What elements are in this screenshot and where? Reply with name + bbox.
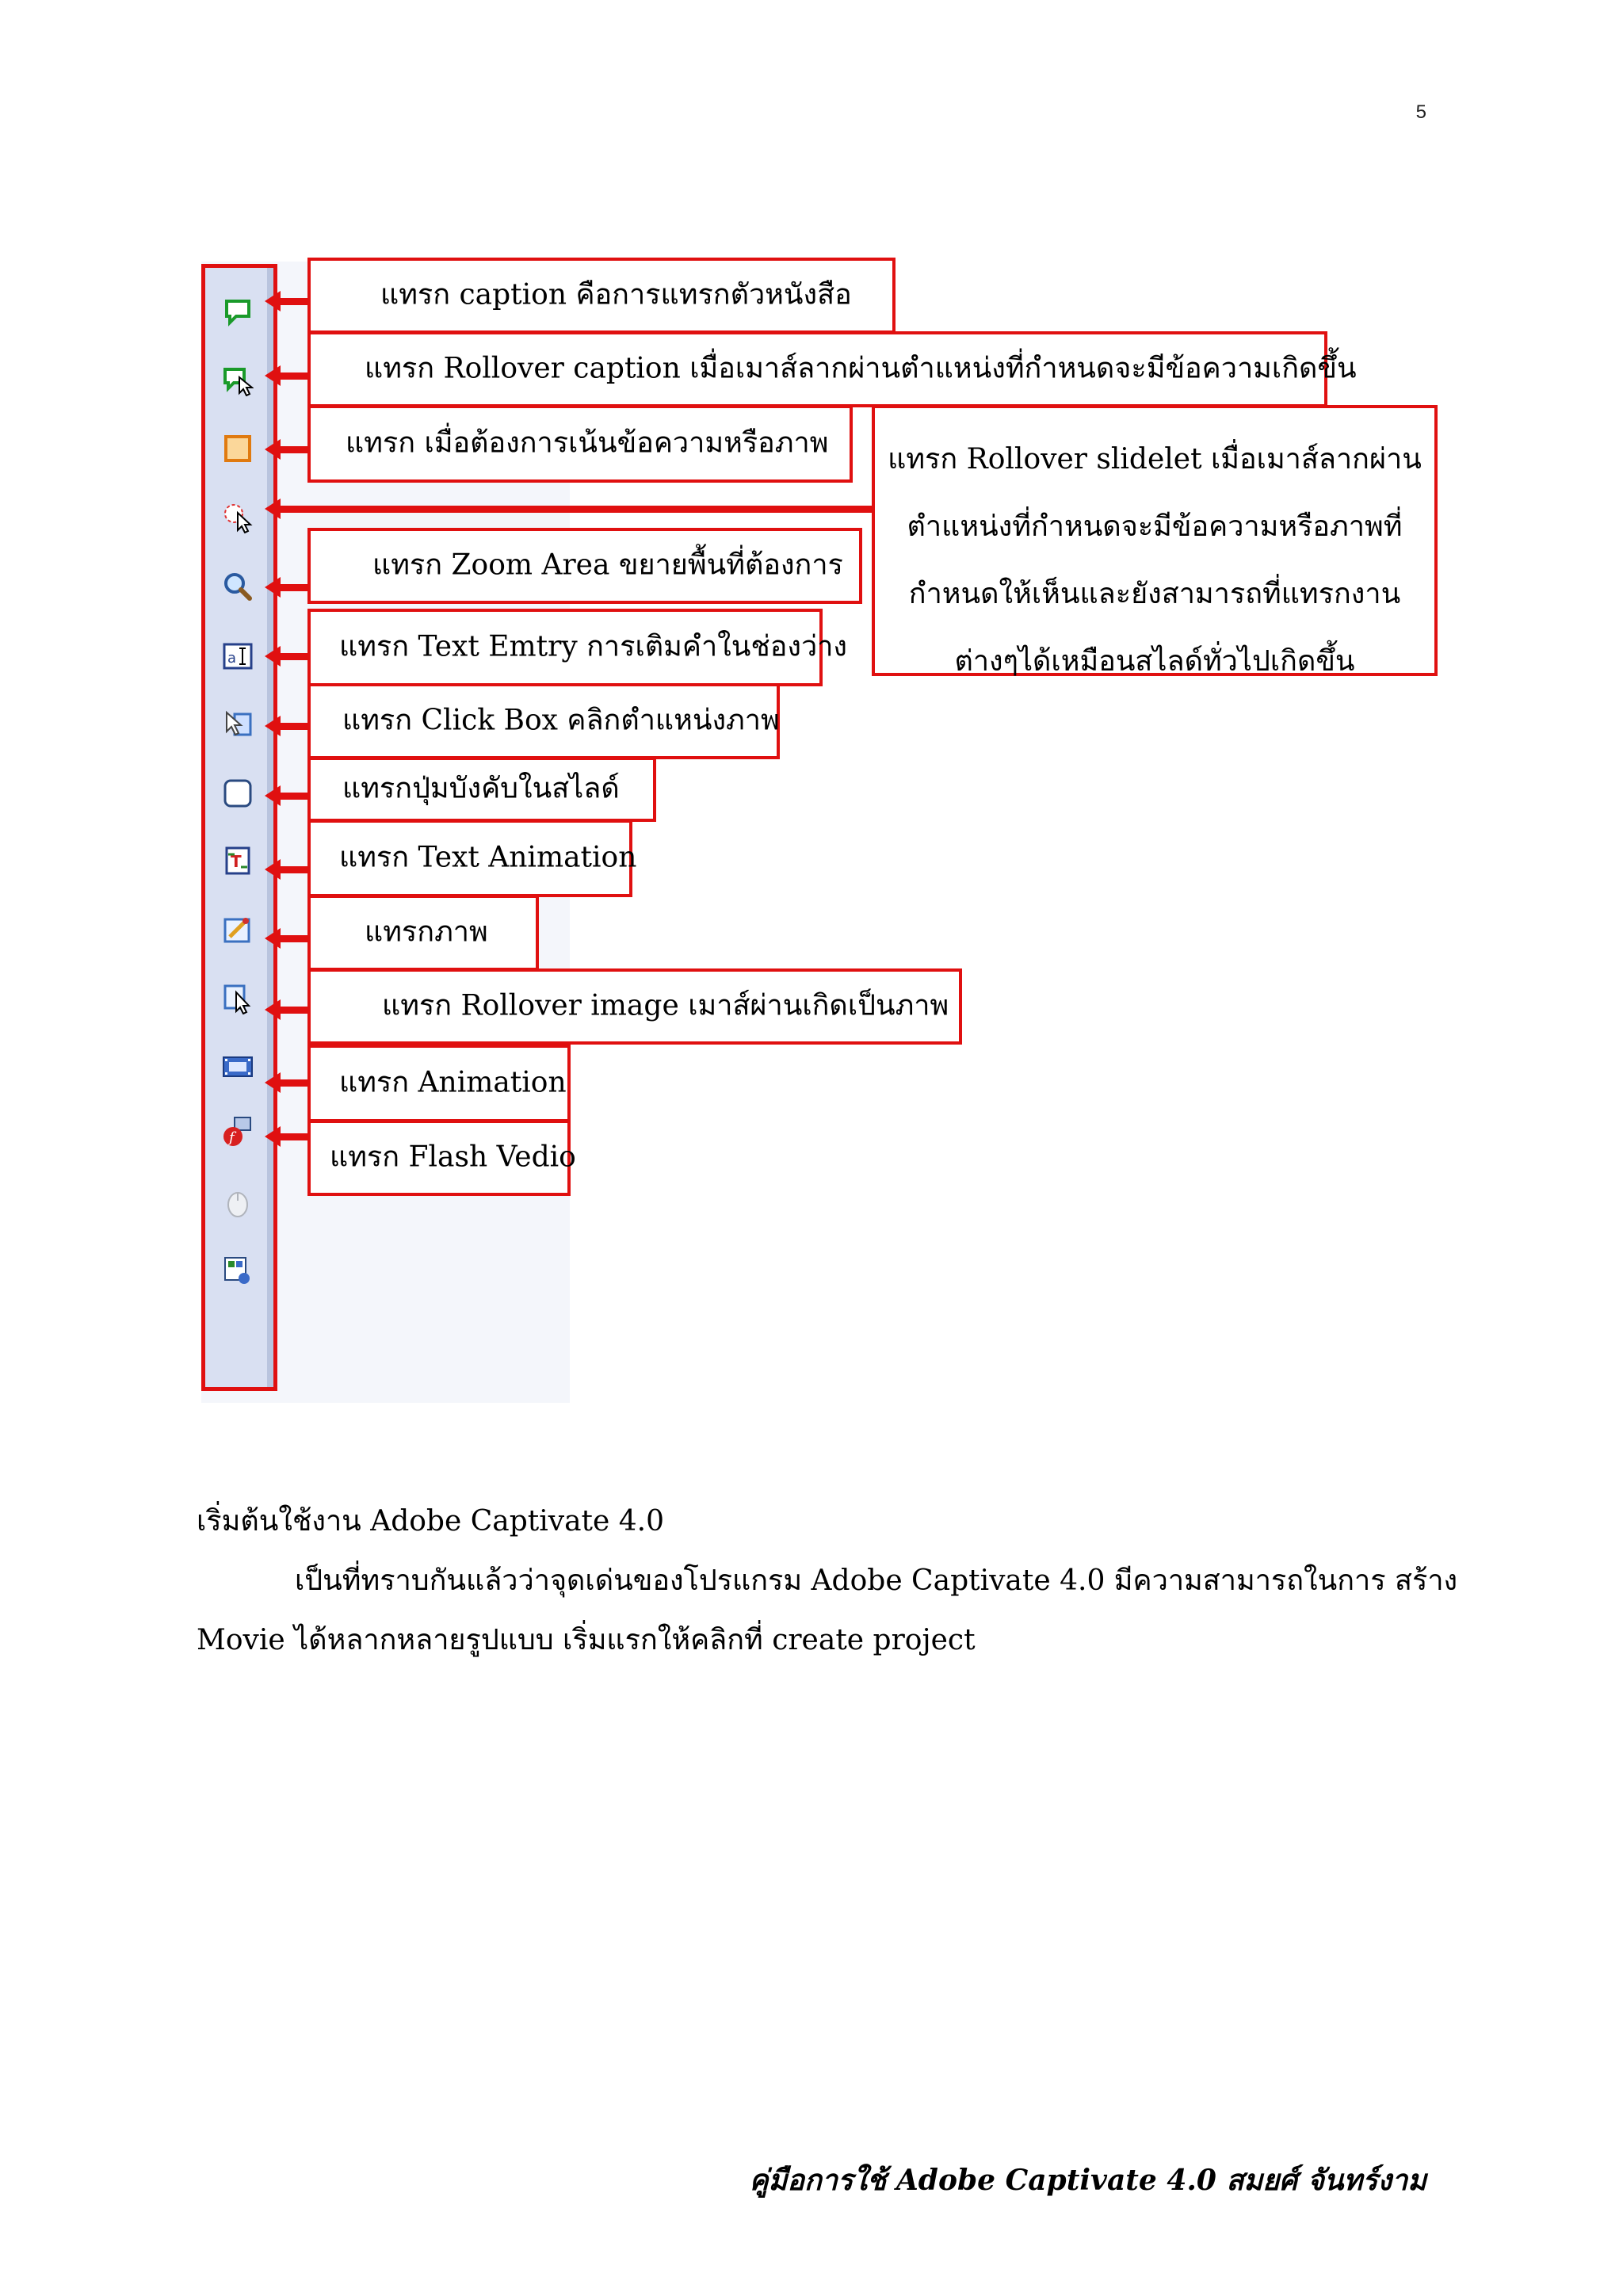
svg-text:T: T bbox=[231, 852, 242, 871]
animation-icon[interactable] bbox=[222, 1051, 254, 1083]
image-icon[interactable] bbox=[222, 915, 254, 946]
paragraph-line-1: เป็นที่ทราบกันแล้วว่าจุดเด่นของโปรแกรม Adobe Captivate 4.0 มีความสามารถในการ สร้าง bbox=[295, 1564, 1458, 1597]
callout-animation bbox=[307, 1045, 571, 1122]
rollover-caption-icon[interactable] bbox=[222, 365, 254, 396]
button-icon[interactable] bbox=[222, 777, 254, 809]
callout-rollover-image bbox=[307, 968, 962, 1045]
callout-rollover-slidelet-line-2: ตำแหน่งที่กำหนดจะมีข้อความหรือภาพที่ bbox=[907, 510, 1403, 543]
callout-click-box bbox=[307, 683, 780, 759]
callout-highlight-text: แทรก เมื่อต้องการเน้นข้อความหรือภาพ bbox=[346, 426, 829, 460]
callout-animation-text: แทรก Animation bbox=[339, 1066, 567, 1099]
callout-button-text: แทรกปุ่มบังคับในสไลด์ bbox=[342, 772, 620, 805]
click-box-icon[interactable] bbox=[222, 708, 254, 739]
arrow-image bbox=[277, 935, 307, 942]
callout-text-entry-text: แทรก Text Emtry การเติมคำในช่องว่าง bbox=[339, 630, 848, 663]
callout-button bbox=[307, 757, 656, 822]
arrow-click-box bbox=[277, 723, 307, 730]
callout-image bbox=[307, 895, 539, 971]
highlight-box-icon[interactable] bbox=[222, 433, 254, 464]
callout-zoom-area-text: แทรก Zoom Area ขยายพื้นที่ต้องการ bbox=[372, 548, 843, 582]
widget-icon[interactable] bbox=[222, 1255, 254, 1286]
callout-caption bbox=[307, 258, 896, 334]
callout-rollover-caption bbox=[307, 331, 1357, 407]
toolbar-edge bbox=[267, 268, 273, 1387]
arrow-caption bbox=[277, 298, 307, 305]
callout-click-box-text: แทรก Click Box คลิกตำแหน่งภาพ bbox=[342, 704, 780, 737]
callout-rollover-image-text: แทรก Rollover image เมาส์ผ่านเกิดเป็นภาพ bbox=[382, 989, 949, 1022]
section-heading: เริ่มต้นใช้งาน Adobe Captivate 4.0 bbox=[197, 1505, 665, 1538]
callout-rollover-slidelet-line-3: กำหนดให้เห็นและยังสามารถที่แทรกงาน bbox=[908, 578, 1401, 610]
page-number: 5 bbox=[1415, 101, 1426, 123]
insert-object-toolbar bbox=[201, 264, 277, 1391]
svg-text:f: f bbox=[229, 1129, 235, 1146]
callout-text-animation bbox=[307, 819, 637, 897]
text-entry-box-icon[interactable] bbox=[222, 640, 254, 672]
mouse-icon[interactable] bbox=[222, 1187, 254, 1219]
flash-video-icon[interactable] bbox=[222, 1116, 254, 1148]
callout-rollover-slidelet bbox=[872, 405, 1438, 676]
callout-zoom-area bbox=[307, 528, 862, 604]
text-animation-icon[interactable] bbox=[222, 845, 254, 877]
callout-rollover-slidelet-line-1: แทรก Rollover slidelet เมื่อเมาส์ลากผ่าน bbox=[888, 443, 1422, 476]
callout-flash-video-text: แทรก Flash Vedio bbox=[330, 1140, 576, 1174]
rollover-image-icon[interactable] bbox=[222, 983, 254, 1014]
arrow-text-entry bbox=[277, 653, 307, 660]
footer: คู่มือการใช้ Adobe Captivate 4.0 สมยศ์ จันทร์งาม bbox=[749, 2164, 1426, 2197]
callout-image-text: แทรกภาพ bbox=[365, 915, 488, 949]
callout-caption-text: แทรก caption คือการแทรกตัวหนังสือ bbox=[380, 278, 852, 311]
callout-highlight bbox=[307, 405, 853, 483]
arrow-rollover-image bbox=[277, 1007, 307, 1014]
arrow-highlight bbox=[277, 446, 307, 453]
callout-rollover-caption-text: แทรก Rollover caption เมื่อเมาส์ลากผ่านตำแหน่งที่กำหนดจะมีข้อความเกิดขึ้น bbox=[365, 352, 1357, 385]
callout-rollover-slidelet-line-4: ต่างๆได้เหมือนสไลด์ทั่วไปเกิดขึ้น bbox=[954, 645, 1355, 678]
callout-text-entry bbox=[307, 609, 848, 686]
arrow-rollover-slidelet bbox=[277, 506, 872, 513]
arrow-zoom bbox=[277, 584, 307, 591]
callout-text-animation-text: แทรก Text Animation bbox=[339, 841, 637, 874]
rollover-slidelet-icon[interactable] bbox=[222, 502, 254, 533]
paragraph-line-2: Movie ได้หลากหลายรูปแบบ เริ่มแรกให้คลิกที่ create project bbox=[197, 1624, 976, 1656]
caption-icon[interactable] bbox=[222, 296, 254, 327]
arrow-text-animation bbox=[277, 866, 307, 873]
arrow-button bbox=[277, 793, 307, 800]
arrow-rollover-caption bbox=[277, 372, 307, 380]
svg-text:a: a bbox=[227, 650, 237, 667]
zoom-area-icon[interactable] bbox=[222, 571, 254, 602]
arrow-flash-video bbox=[277, 1133, 307, 1140]
arrow-animation bbox=[277, 1079, 307, 1087]
callout-flash-video bbox=[307, 1120, 576, 1196]
